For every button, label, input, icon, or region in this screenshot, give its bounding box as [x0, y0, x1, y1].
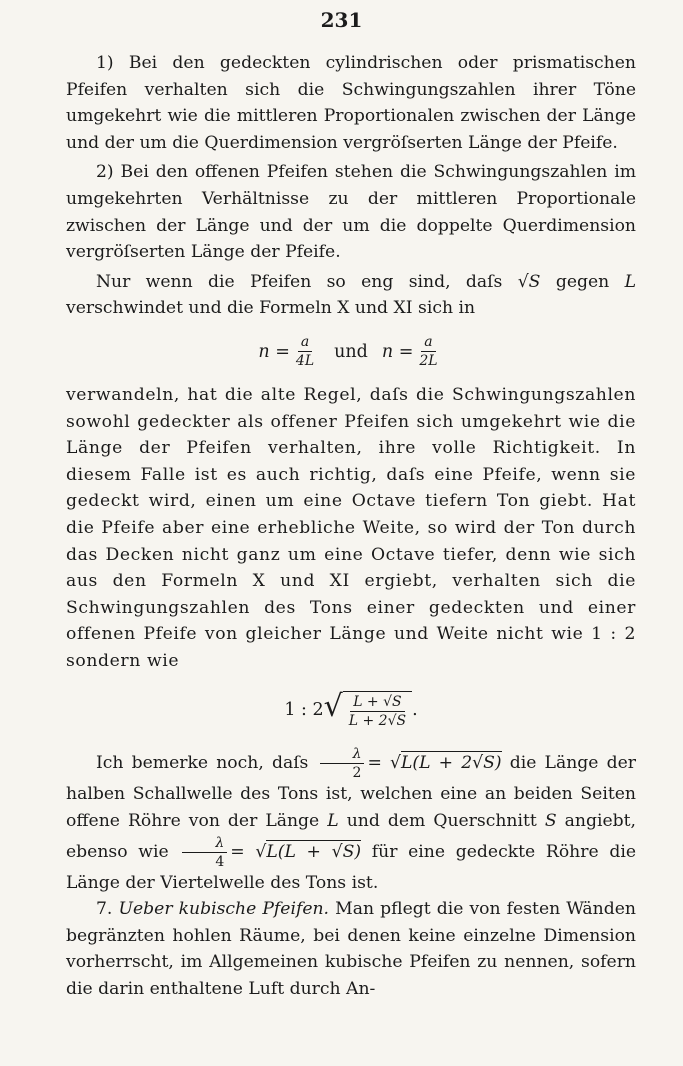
paragraph-5-text-e: für eine gedeckte Röhre die Länge der Viertelwelle des Tons ist. — [66, 841, 636, 893]
inline-l: L — [624, 271, 637, 292]
paragraph-5-text-c: und dem Querschnitt — [346, 811, 537, 832]
paragraph-5-text-b: die Länge der halben Schallwelle des Tons ist, welchen eine an beiden Seiten offene Röhre von der Länge — [66, 753, 636, 832]
formula-1-conjunction: und — [334, 341, 368, 362]
paragraph-4: verwandeln, hat die alte Regel, daſs die Schwingungszahlen sowohl gedeckter als offener Pfeifen sich umgekehrt wie die Länge der Pfeifen verhalten, ihre volle Richtigkeit. In diesem Falle ist es auch richtig, daſs eine Pfeife, wenn sie gedeckt wird, einen um eine Octave tiefern Ton giebt. Hat die Pfeife aber eine erhebliche Weite, so wird der Ton durch das Decken nicht ganz um eine Octave tiefer, denn wie sich aus den Formeln X und XI ergiebt, verhalten sich die Schwingungszahlen des Tons einer gedeckten und einer offenen Pfeife von gleicher Länge und Weite nicht wie 1 : 2 sondern wie — [66, 384, 636, 671]
fraction-lambda-half: $\frac{\lambda}{2}$ — [320, 746, 365, 781]
paragraph-5 — [66, 746, 636, 896]
ratio-fraction: $\frac{L + √S}{L + 2√S}$ — [348, 694, 407, 730]
fraction-lambda-quarter: $\frac{\lambda}{4}$ — [182, 835, 227, 870]
paragraph-6 — [66, 896, 636, 1002]
fraction-a-over-2l: $\frac{a}{2L}$ — [419, 334, 438, 370]
paragraph-3 — [66, 269, 636, 322]
paragraph-5-text-a: Ich bemerke noch, daſs — [96, 753, 309, 774]
inline-sqrt-s: √S — [517, 271, 541, 292]
radical-sign: √ — [323, 689, 343, 725]
equals-root-1: = √ — [367, 753, 401, 774]
formula-2-ratio: 1 : 2 — [284, 700, 324, 721]
paragraph-3-text-a: Nur wenn die Pfeifen so eng sind, daſs — [96, 271, 503, 292]
radical — [324, 691, 412, 729]
formula-n-equals — [66, 322, 636, 382]
expression-half-wave: L(L + 2√S) — [400, 753, 502, 774]
fraction-a-over-4l: $\frac{a}{4L}$ — [295, 334, 315, 370]
section-title: Ueber kubische Pfeifen. — [118, 899, 330, 920]
page-number: 231 — [320, 8, 363, 32]
inline-l-2: L — [327, 811, 339, 832]
section-number: 7. — [96, 899, 113, 920]
formula-ratio — [66, 674, 636, 746]
paragraph-5-text-d: angiebt, ebenso wie — [66, 811, 637, 862]
paragraph-1: 1) Bei den gedeckten cylindrischen oder prismatischen Pfeifen verhalten sich die Schwingungszahlen ihrer Töne umgekehrt wie die mittleren Proportionalen zwischen der Länge und der um die Querdimension vergröſserten Länge der Pfeife. — [66, 53, 636, 153]
formula-1-lhs-1: n = — [258, 341, 290, 362]
equals-root-2: = √ — [230, 841, 267, 862]
paragraph-3-text-b: gegen — [555, 271, 610, 292]
formula-2-end: . — [412, 700, 418, 721]
page-body — [66, 50, 636, 1003]
inline-s: S — [544, 811, 557, 832]
expression-quarter-wave: L(L + √S) — [266, 841, 362, 862]
paragraph-2: 2) Bei den offenen Pfeifen stehen die Schwingungszahlen im umgekehrten Verhältnisse zu der mittleren Proportionale zwischen der Länge und der um die doppelte Querdimension vergröſserten Länge der Pfeife. — [66, 162, 636, 263]
formula-1-lhs-2: n = — [381, 341, 414, 362]
paragraph-3-text-c: verschwindet und die Formeln X und XI sich in — [66, 298, 476, 319]
paragraph-6-text: Man pflegt die von festen Wänden begränzten hohlen Räume, bei denen keine einzelne Dimension vorherrscht, im Allgemeinen kubische Pfeifen zu nennen, sofern die darin enthaltene Luft durch An- — [66, 899, 636, 1000]
